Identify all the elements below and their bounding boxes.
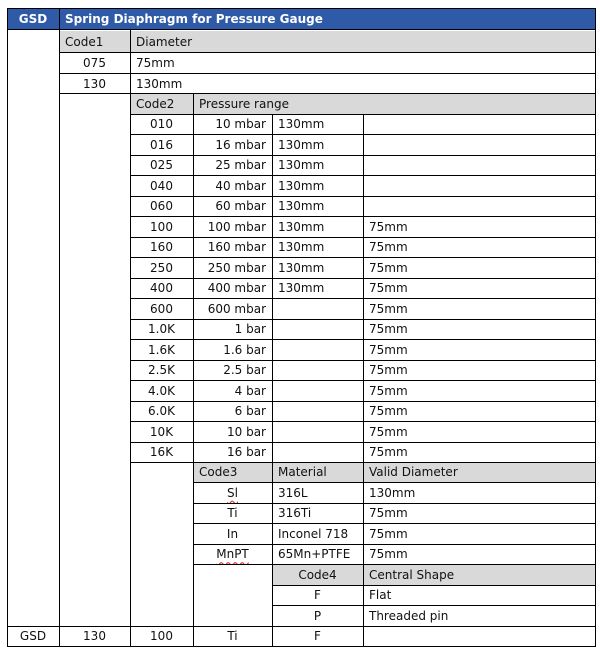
code2-header: Code2: [136, 96, 175, 111]
pressure-value: 1.6 bar: [223, 342, 266, 357]
diameter-value: 75mm: [136, 55, 175, 70]
pressure-value: 16 bar: [227, 445, 266, 460]
material-value: Inconel 718: [278, 526, 349, 541]
example-code1: 130: [83, 629, 106, 643]
diameter-75-value: 75mm: [369, 424, 408, 439]
diameter-130-value: 130mm: [278, 240, 325, 255]
pressure-value: 6 bar: [234, 404, 266, 419]
valid-diameter-value: 75mm: [369, 547, 408, 562]
code2-value: 6.0K: [148, 404, 175, 419]
code3-value: In: [226, 526, 239, 541]
diameter-75-value: 75mm: [369, 301, 408, 316]
diameter-130-value: 130mm: [278, 199, 325, 214]
pressure-value: 60 mbar: [215, 199, 266, 214]
diameter-75-value: 75mm: [369, 342, 408, 357]
code2-value: 2.5K: [148, 363, 175, 378]
diameter-75-value: 75mm: [369, 404, 408, 419]
central-shape-value: Flat: [369, 588, 392, 603]
valid-diameter-value: 75mm: [369, 506, 408, 521]
diameter-75-value: [363, 135, 596, 156]
diameter-75-value: 75mm: [369, 260, 408, 275]
central-shape-header: Central Shape: [369, 567, 455, 582]
diameter-75-value: 75mm: [369, 383, 408, 398]
pressure-value: 1 bar: [234, 322, 266, 337]
code2-value: 016: [150, 137, 173, 152]
code3-code: MnPT: [216, 547, 249, 562]
code3-value: Ti: [227, 506, 238, 521]
pressure-value: 10 mbar: [215, 117, 266, 132]
diameter-75-value: 75mm: [369, 322, 408, 337]
code2-value: 040: [150, 178, 173, 193]
pressure-value: 100 mbar: [207, 219, 266, 234]
diameter-75-value: [363, 155, 596, 176]
pressure-range-header: Pressure range: [199, 96, 289, 111]
code4-value: F: [314, 588, 321, 603]
valid-diameter-value: 75mm: [369, 526, 408, 541]
example-code-gsd: GSD: [19, 629, 47, 643]
diameter-130-value: [272, 340, 363, 361]
code3-code: Sl: [227, 485, 238, 500]
table-title: Spring Diaphragm for Pressure Gauge: [65, 11, 323, 26]
pressure-value: 400 mbar: [207, 281, 266, 296]
material-header: Material: [278, 465, 327, 480]
diameter-75-value: [363, 176, 596, 197]
material-value: 65Mn+PTFE: [278, 547, 351, 562]
central-shape-value: Threaded pin: [369, 608, 449, 623]
code4-value: P: [313, 608, 322, 623]
code2-value: 060: [150, 199, 173, 214]
diameter-130-value: [272, 442, 363, 463]
diameter-130-value: [272, 401, 363, 422]
example-code2: 100: [150, 629, 173, 643]
code2-value: 250: [150, 260, 173, 275]
code2-value: 100: [150, 219, 173, 234]
code4-header: Code4: [298, 567, 337, 582]
example-code4: F: [314, 629, 321, 643]
code3-header: Code3: [199, 465, 238, 480]
diameter-75-value: [363, 196, 596, 217]
diameter-130-value: [272, 381, 363, 402]
diameter-75-value: 75mm: [369, 219, 408, 234]
material-value: 316L: [278, 485, 308, 500]
example-code3: Ti: [227, 629, 238, 643]
pressure-value: 4 bar: [234, 383, 266, 398]
pressure-value: 40 mbar: [215, 178, 266, 193]
diameter-75-value: [363, 114, 596, 135]
code2-value: 160: [150, 240, 173, 255]
code2-value: 16K: [149, 445, 174, 460]
pressure-value: 250 mbar: [207, 260, 266, 275]
code3-value: [193, 544, 272, 565]
diameter-75-value: 75mm: [369, 281, 408, 296]
code1-header: Code1: [65, 34, 104, 49]
code1-value: 130: [83, 76, 106, 91]
diameter-130-value: [272, 299, 363, 320]
diameter-header: Diameter: [136, 34, 193, 49]
diameter-75-value: 75mm: [369, 363, 408, 378]
pressure-value: 160 mbar: [207, 240, 266, 255]
diameter-value: 130mm: [136, 76, 183, 91]
pressure-value: 2.5 bar: [223, 363, 266, 378]
code2-value: 1.0K: [148, 322, 175, 337]
valid-diameter-header: Valid Diameter: [369, 465, 458, 480]
code2-value: 4.0K: [148, 383, 175, 398]
diameter-130-value: 130mm: [278, 219, 325, 234]
diameter-130-value: 130mm: [278, 158, 325, 173]
code1-value: 075: [83, 55, 106, 70]
code2-value: 600: [150, 301, 173, 316]
pressure-value: 25 mbar: [215, 158, 266, 173]
code2-value: 400: [150, 281, 173, 296]
pressure-value: 600 mbar: [207, 301, 266, 316]
pressure-value: 10 bar: [227, 424, 266, 439]
code2-value: 1.6K: [148, 342, 175, 357]
code2-value: 025: [150, 158, 173, 173]
diameter-75-value: 75mm: [369, 445, 408, 460]
diameter-130-value: 130mm: [278, 137, 325, 152]
diameter-130-value: [272, 422, 363, 443]
diameter-130-value: [272, 360, 363, 381]
diameter-130-value: 130mm: [278, 281, 325, 296]
valid-diameter-value: 130mm: [369, 485, 416, 500]
material-value: 316Ti: [278, 506, 312, 521]
code2-value: 010: [150, 117, 173, 132]
diameter-75-value: 75mm: [369, 240, 408, 255]
diameter-130-value: [272, 319, 363, 340]
code3-value: [193, 483, 272, 504]
diameter-130-value: 130mm: [278, 178, 325, 193]
diameter-130-value: 130mm: [278, 260, 325, 275]
pressure-value: 16 mbar: [215, 137, 266, 152]
title-code: GSD: [18, 11, 48, 26]
diameter-130-value: 130mm: [278, 117, 325, 132]
code2-value: 10K: [149, 424, 174, 439]
